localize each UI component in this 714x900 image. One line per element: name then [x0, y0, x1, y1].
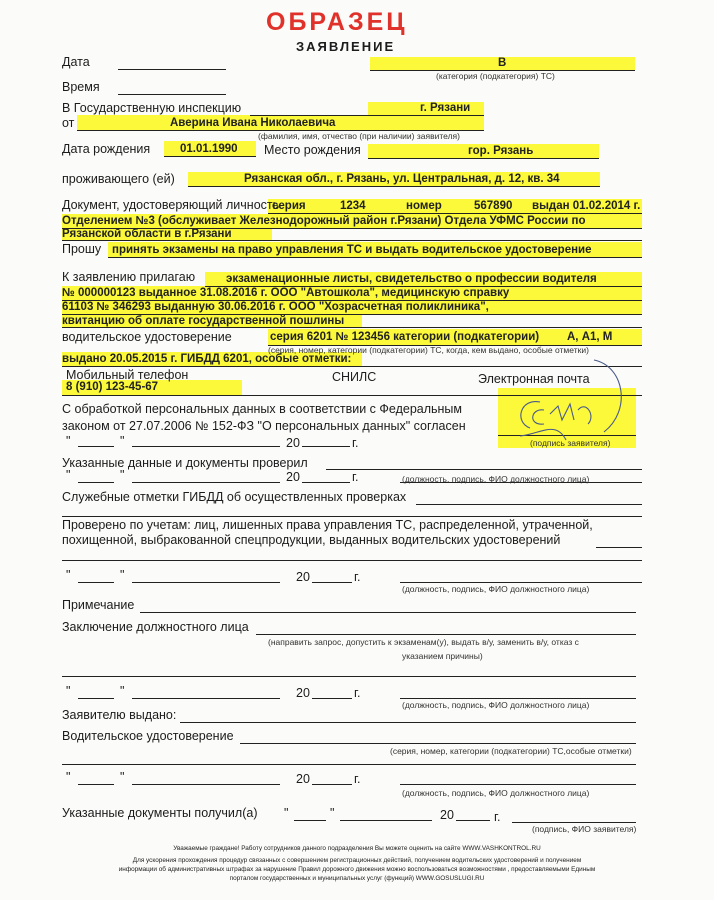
residing-label: проживающего (ей) — [62, 172, 175, 186]
issued-official-line — [400, 784, 636, 785]
checked-year-line — [302, 482, 350, 483]
signature-caption: (подпись заявителя) — [530, 438, 611, 448]
id-doc-label: Документ, удостоверяющий личность — [62, 198, 280, 212]
issued-official-caption: (должность, подпись, ФИО должностного лица) — [402, 788, 590, 798]
applicant-signature — [500, 350, 640, 450]
conclusion-month-line — [132, 698, 280, 699]
snils-label: СНИЛС — [332, 370, 377, 384]
request-label: Прошу — [62, 242, 102, 256]
date-quote-open: " — [66, 434, 71, 448]
accounts-year: 20 — [296, 570, 310, 584]
birth-place-line — [368, 158, 599, 159]
phone-value: 8 (910) 123-45-67 — [66, 381, 159, 393]
accounts-year-line — [312, 582, 352, 583]
footer-line-1: Уважаемые граждане! Работу сотрудников данного подразделения Вы можете оценить на сайте WWW.VASHKONTROL.RU — [173, 845, 541, 852]
driver-license-label: Водительское удостоверение — [62, 729, 234, 743]
date-line — [118, 69, 226, 70]
checked-by-text-1: Проверено по учетам: лиц, лишенных права управления ТС, распределенной, утраченной, — [62, 518, 593, 532]
received-g: г. — [494, 810, 501, 824]
time-line — [118, 94, 226, 95]
inspection-line — [250, 115, 484, 116]
conclusion-official-caption: (должность, подпись, ФИО должностного лица) — [402, 700, 590, 710]
applicant-name: Аверина Ивана Николаевича — [170, 117, 336, 129]
footer-line-3: информации об административных штрафах за нарушение Правил дорожного движения можно воспользоваться возможностями , предоставляемыми Единым — [118, 866, 596, 873]
license-caption: (серия, номер, категории (подкатегории) ТС, когда, кем выдано, особые отметки) — [268, 345, 589, 355]
license-label: водительское удостоверение — [62, 330, 232, 344]
conclusion-g: г. — [354, 686, 361, 700]
consent-text-2: законом от 27.07.2006 № 152-ФЗ "О персональных данных" согласен — [62, 419, 466, 433]
time-label: Время — [62, 80, 100, 94]
gibdd-notes-line — [416, 504, 642, 505]
request-line — [108, 257, 642, 258]
attach-label: К заявлению прилагаю — [62, 270, 196, 284]
issued-year: 20 — [296, 772, 310, 786]
category-value: В — [498, 57, 507, 69]
driver-license-line — [240, 743, 636, 744]
conclusion-year: 20 — [296, 686, 310, 700]
birth-place-label: Место рождения — [264, 143, 361, 157]
request-value: принять экзамены на право управления ТС и выдать водительское удостоверение — [112, 244, 592, 256]
city-value: г. Рязани — [420, 102, 471, 114]
checked-month-line — [132, 482, 280, 483]
conclusion-label: Заключение должностного лица — [62, 620, 249, 634]
attach-value-4: квитанцию об оплате государственной пошлины — [62, 315, 345, 327]
note-line — [140, 612, 636, 613]
attach-value-3: 61103 № 346293 выданную 30.06.2016 г. ООО "Хозрасчетная поликлиника", — [62, 301, 489, 313]
sample-stamp: ОБРАЗЕЦ — [266, 8, 408, 36]
gibdd-blank-line — [62, 516, 642, 517]
issued-g: г. — [354, 772, 361, 786]
license-value-2: выдано 20.05.2015 г. ГИБДД 6201, особые отметки: — [62, 353, 352, 365]
checked-by-line-end — [596, 547, 642, 548]
issued-quote-close: " — [120, 770, 125, 784]
issued-line — [180, 722, 636, 723]
birth-date-label: Дата рождения — [62, 142, 151, 156]
id-series-value: 1234 — [340, 200, 366, 212]
conclusion-caption-1: (направить запрос, допустить к экзаменам(у), выдать в/у, заменить в/у, отказ с — [268, 637, 579, 647]
email-label: Электронная почта — [478, 372, 590, 386]
birth-date-line — [164, 156, 256, 157]
issued-blank-line — [62, 764, 636, 765]
consent-year-line — [302, 446, 350, 447]
conclusion-blank-line — [62, 676, 636, 677]
id-series-label: серия — [272, 200, 306, 212]
consent-day-line — [78, 446, 114, 447]
consent-month-line — [132, 446, 280, 447]
attach-value-2: № 000000123 выданное 31.08.2016 г. ООО "Автошкола", медицинскую справку — [62, 287, 510, 299]
consent-text-1: С обработкой персональных данных в соответствии с Федеральным — [62, 402, 463, 416]
received-label: Указанные документы получил(а) — [62, 806, 258, 820]
gibdd-notes-label: Служебные отметки ГИБДД об осуществленных проверках — [62, 490, 407, 504]
conclusion-caption-2: указанием причины) — [402, 651, 483, 661]
received-signature-caption: (подпись, ФИО заявителя) — [532, 824, 637, 834]
checked-official-caption: (должность, подпись, ФИО должностного лица) — [402, 474, 590, 484]
license-series-caption: (серия, номер, категории (подкатегории) ТС,особые отметки) — [390, 746, 632, 756]
id-issuer-value: Отделением №3 (обслуживает Железнодорожный район г.Рязани) Отдела УФМС России по — [62, 215, 586, 227]
id-number-label: номер — [406, 200, 442, 212]
accounts-official-line — [400, 582, 642, 583]
received-signature-line — [512, 822, 636, 823]
consent-year: 20 — [286, 436, 300, 450]
checked-by-text-2: похищенной, выбракованной спецпродукции, выданных водительских удостоверений — [62, 533, 561, 547]
phone-label: Мобильный телефон — [66, 368, 189, 382]
consent-g: г. — [352, 436, 359, 450]
form-title: ЗАЯВЛЕНИЕ — [296, 39, 396, 54]
id-line-3 — [62, 240, 642, 241]
conclusion-quote-open: " — [66, 684, 71, 698]
id-issuer-value-2: Рязанской области в г.Рязани — [62, 228, 232, 240]
accounts-official-caption: (должность, подпись, ФИО должностного лица) — [402, 584, 590, 594]
note-label: Примечание — [62, 598, 135, 612]
received-month-line — [340, 820, 432, 821]
category-caption: (категория (подкатегория) ТС) — [436, 71, 555, 81]
received-quote-close: " — [330, 806, 335, 820]
issued-month-line — [132, 784, 280, 785]
inspection-label: В Государственную инспекцию — [62, 101, 242, 115]
accounts-day-line — [78, 582, 114, 583]
date-quote-close: " — [120, 434, 125, 448]
conclusion-day-line — [78, 698, 114, 699]
address-line — [188, 186, 600, 187]
checked-quote-close: " — [120, 468, 125, 482]
address-value: Рязанская обл., г. Рязань, ул. Центральная, д. 12, кв. 34 — [244, 173, 560, 185]
accounts-month-line — [132, 582, 280, 583]
accounts-quote-close: " — [120, 568, 125, 582]
checked-line — [326, 469, 642, 470]
received-quote-open: " — [284, 806, 289, 820]
accounts-g: г. — [354, 570, 361, 584]
birth-date-value: 01.01.1990 — [180, 143, 238, 155]
checked-quote-open: " — [66, 468, 71, 482]
checked-year: 20 — [286, 470, 300, 484]
birth-place-value: гор. Рязань — [468, 145, 534, 157]
received-year-line — [456, 820, 490, 821]
conclusion-official-line — [400, 698, 636, 699]
conclusion-year-line — [312, 698, 352, 699]
id-line-1 — [268, 213, 642, 214]
id-number-value: 567890 — [474, 200, 513, 212]
attach-value-1: экзаменационные листы, свидетельство о профессии водителя — [226, 273, 597, 285]
from-label: от — [62, 116, 75, 130]
checked-day-line — [78, 482, 114, 483]
id-issued-value: выдан 01.02.2014 г. — [532, 200, 641, 212]
footer-line-4: порталом государственных и муниципальных услуг (функций) WWW.GOSUSLUGI.RU — [229, 875, 485, 882]
license-value-1: серия 6201 № 123456 категории (подкатегории) — [270, 331, 540, 343]
checked-by-blank-line — [62, 560, 642, 561]
issued-label: Заявителю выдано: — [62, 708, 177, 722]
received-year: 20 — [440, 808, 454, 822]
fio-caption: (фамилия, имя, отчество (при наличии) заявителя) — [258, 131, 460, 141]
footer-line-2: Для ускорения прохождения процедур связанных с совершением регистрационных действий, получением водительских удостоверений и получением — [132, 857, 582, 864]
conclusion-line — [256, 634, 636, 635]
checked-label: Указанные данные и документы проверил — [62, 456, 308, 470]
accounts-quote-open: " — [66, 568, 71, 582]
license-categories: А, А1, М — [567, 331, 613, 343]
conclusion-quote-close: " — [120, 684, 125, 698]
date-label: Дата — [62, 55, 90, 69]
issued-year-line — [312, 784, 352, 785]
attach-line-4 — [62, 327, 642, 328]
issued-quote-open: " — [66, 770, 71, 784]
issued-day-line — [78, 784, 114, 785]
checked-g: г. — [352, 470, 359, 484]
received-day-line — [294, 820, 326, 821]
